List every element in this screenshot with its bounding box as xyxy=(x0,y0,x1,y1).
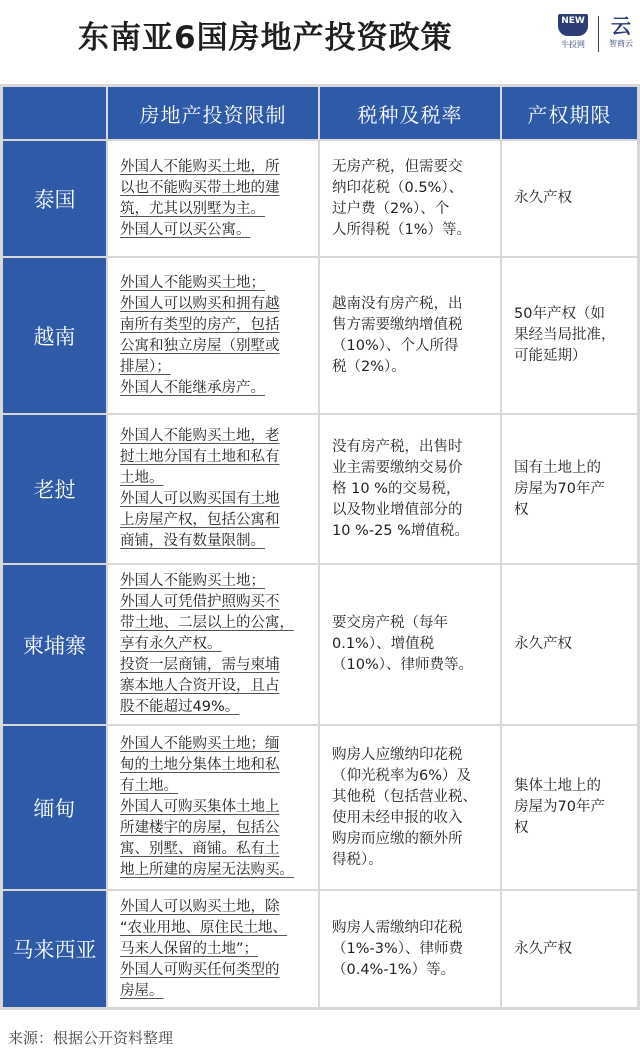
niutou-logo-caption: 牛投网 xyxy=(561,40,585,49)
term-cell xyxy=(502,141,637,256)
restriction-text: 外国人不能购买土地，老 挝土地分国有土地和私有 土地。 外国人可以购买国有土地 上房屋产权，包括公寓和 商铺，没有数量限制。 xyxy=(120,428,280,549)
restriction-text: 外国人不能购买土地；缅 甸的土地分集体土地和私 有土地。 外国人可购买集体土地上 所建楼宇的房屋，包括公 寓、别墅、商铺。私有土 地上所建的房屋无法购买。 xyxy=(120,736,294,878)
tax-cell xyxy=(320,891,500,1007)
restriction-cell xyxy=(108,726,318,889)
header-term: 产权期限 xyxy=(502,87,637,139)
country-cell: 马来西亚 xyxy=(3,891,106,1007)
tax-text: 购房人应缴纳印花税 （仰光税率为6%）及 其他税（包括营业税、 使用未经申报的收入 购房而应缴的额外所 得税）。 xyxy=(332,746,477,868)
term-text: 50年产权（如 果经当局批准， 可能延期） xyxy=(514,306,616,364)
term-cell xyxy=(502,891,637,1007)
term-cell xyxy=(502,415,637,563)
restriction-text: 外国人可以购买土地，除 “农业用地、原住民土地、 马来人保留的土地”； 外国人可购买任何类型的 房屋。 xyxy=(120,898,288,999)
restriction-text: 外国人不能购买土地； 外国人可以购买和拥有越 南所有类型的房产，包括 公寓和独立房屋（别墅或 排屋）； 外国人不能继承房产。 xyxy=(120,274,280,396)
tax-cell xyxy=(320,565,500,724)
tax-cell xyxy=(320,726,500,889)
source-note: 来源：根据公开资料整理 xyxy=(8,1029,174,1047)
page-title: 东南亚6国房地产投资政策 xyxy=(78,20,453,56)
tax-cell xyxy=(320,258,500,413)
term-text: 国有土地上的 房屋为70年产 权 xyxy=(514,459,605,518)
term-cell xyxy=(502,258,637,413)
tax-text: 无房产税，但需要交 纳印花税（0.5%）、 过户费（2%）、个 人所得税（1%）等。 xyxy=(332,158,472,238)
logo-divider xyxy=(598,16,599,52)
restriction-cell xyxy=(108,565,318,724)
restriction-cell xyxy=(108,891,318,1007)
restriction-cell xyxy=(108,141,318,256)
country-cell: 泰国 xyxy=(3,141,106,256)
restriction-cell xyxy=(108,415,318,563)
niutou-logo xyxy=(555,14,591,54)
country-cell: 缅甸 xyxy=(3,726,106,889)
restriction-cell xyxy=(108,258,318,413)
term-text: 永久产权 xyxy=(514,636,572,652)
term-cell xyxy=(502,565,637,724)
restriction-text: 外国人不能购买土地； 外国人可凭借护照购买不 带土地、二层以上的公寓， 享有永久产权。 投资一层商铺，需与柬埔 寨本地人合资开设，且占 股不能超过49%。 xyxy=(120,573,294,715)
restriction-text: 外国人不能购买土地，所 以也不能购买带土地的建 筑，尤其以别墅为主。 外国人可以买公寓。 xyxy=(120,158,280,238)
term-text: 永久产权 xyxy=(514,190,572,206)
tax-cell xyxy=(320,415,500,563)
niutou-logo-badge: NEW xyxy=(558,14,588,36)
country-cell: 柬埔寨 xyxy=(3,565,106,724)
tax-text: 越南没有房产税，出 售方需要缴纳增值税 （10%）、个人所得 税（2%）。 xyxy=(332,295,463,375)
term-text: 集体土地上的 房屋为70年产 权 xyxy=(514,778,605,836)
header-restriction: 房地产投资限制 xyxy=(108,87,318,139)
policy-table xyxy=(0,84,640,1010)
tax-text: 没有房产税，出售时 业主需要缴纳交易价 格 10 %的交易税， 以及物业增值部分的 10 %-25 %增值税。 xyxy=(332,438,469,539)
tax-text: 购房人需缴纳印花税 （1%-3%）、律师费 （0.4%-1%）等。 xyxy=(332,919,463,978)
term-cell xyxy=(502,726,637,889)
tax-cell xyxy=(320,141,500,256)
country-cell: 越南 xyxy=(3,258,106,413)
term-text: 永久产权 xyxy=(514,940,572,957)
zhishangyun-logo-caption: 智商云 xyxy=(609,39,633,48)
tax-text: 要交房产税（每年 0.1%）、增值税 （10%）、律师费等。 xyxy=(332,615,473,673)
header-blank xyxy=(3,87,106,139)
header-tax: 税种及税率 xyxy=(320,87,500,139)
zhishangyun-logo xyxy=(604,14,638,54)
zhishangyun-logo-mark: 云 xyxy=(611,14,631,38)
country-cell: 老挝 xyxy=(3,415,106,563)
